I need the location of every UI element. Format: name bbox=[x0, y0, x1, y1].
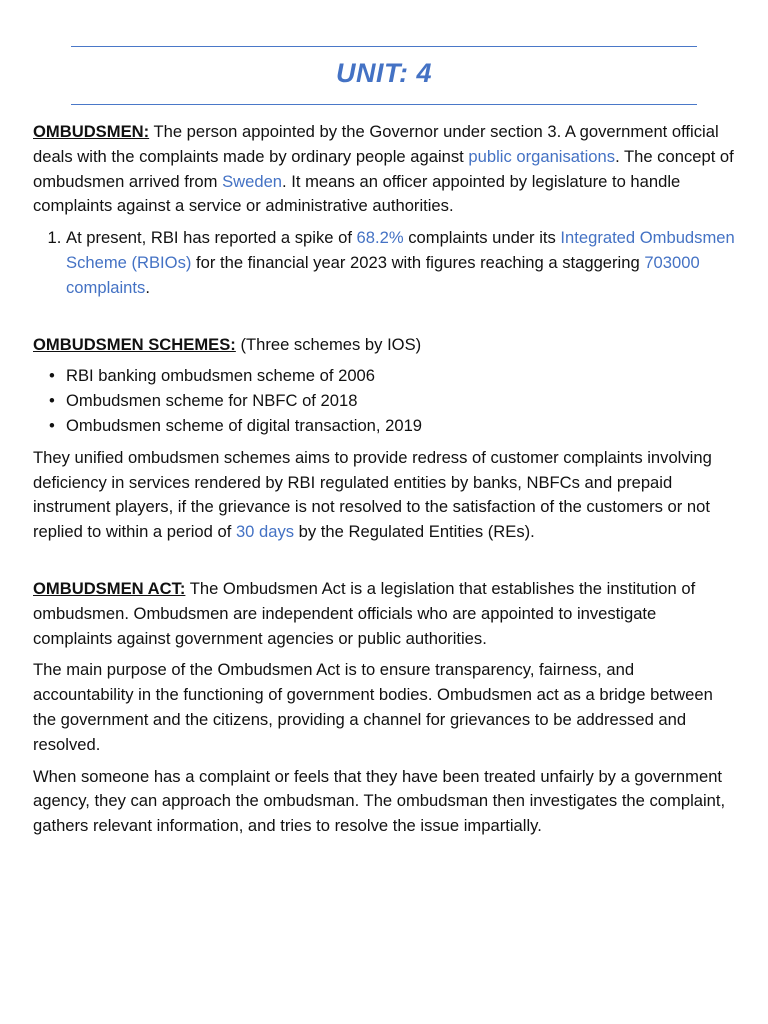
list-item-text-3: for the financial year 2023 with figures reaching a staggering bbox=[191, 252, 645, 272]
unified-text-1: They unified ombudsmen schemes aims to provide redress of customer complaints involving deficiency in services rendered by RBI regulated entities by banks, NBFCs and prepaid instrument players, if the grievance is not resolved to the satisfaction of the customers or not replied to within a period of bbox=[33, 447, 712, 542]
bullet-text: Ombudsmen scheme of digital transaction, 2019 bbox=[66, 415, 423, 435]
thirty-days-link[interactable]: 30 days bbox=[235, 522, 295, 542]
schemes-bullet-list bbox=[33, 364, 738, 438]
schemes-subtext: (Three schemes by IOS) bbox=[235, 334, 422, 354]
definition-text-1: The person appointed by the Governor under section 3. A government official deals with the complaints made by ordinary people against bbox=[33, 122, 719, 166]
list-item-text-4: . bbox=[145, 277, 150, 297]
list-item bbox=[49, 389, 738, 414]
act-intro-text: The Ombudsmen Act is a legislation that establishes the institution of ombudsmen. Ombudsmen are independent officials who are appointed to investigate complaints against government agencies or public authorities. bbox=[33, 578, 696, 648]
list-item bbox=[49, 414, 738, 439]
bullet-text: RBI banking ombudsmen scheme of 2006 bbox=[66, 366, 376, 386]
act-purpose-paragraph: The main purpose of the Ombudsmen Act is to ensure transparency, fairness, and accountability in the functioning of government bodies. Ombudsmen act as a bridge between the government and the citizens, providing a channel for grievances to be addressed and resolved. bbox=[33, 660, 713, 754]
rbi-numbered-list bbox=[33, 226, 738, 300]
rbios-link[interactable]: Integrated Ombudsmen Scheme (RBIOs) bbox=[66, 228, 735, 272]
bullet-text: Ombudsmen scheme for NBFC of 2018 bbox=[66, 391, 358, 411]
bullet-icon: • bbox=[49, 415, 55, 435]
definition-text-3: . It means an officer appointed by legislature to handle complaints against a service or administrative authorities. bbox=[33, 171, 681, 216]
page-title: UNIT: 4 bbox=[336, 58, 432, 88]
section-spacer bbox=[33, 308, 738, 333]
ombudsmen-definition-paragraph bbox=[33, 120, 738, 219]
sweden-link[interactable]: Sweden bbox=[222, 171, 283, 191]
schemes-heading: OMBUDSMEN SCHEMES: bbox=[33, 334, 236, 354]
list-item-text-2: complaints under its bbox=[403, 228, 561, 248]
ombudsmen-heading: OMBUDSMEN: bbox=[33, 122, 150, 141]
schemes-heading-paragraph bbox=[33, 333, 738, 358]
definition-text-2: . The concept of ombudsmen arrived from bbox=[33, 146, 734, 191]
title-bottom-rule bbox=[71, 104, 697, 105]
list-item-text-1: At present, RBI has reported a spike of bbox=[66, 228, 357, 248]
complaints-count-link[interactable]: 703000 complaints bbox=[66, 252, 700, 297]
public-organisations-link[interactable]: public organisations bbox=[468, 146, 616, 166]
bullet-icon: • bbox=[49, 391, 55, 411]
act-complaint-paragraph: When someone has a complaint or feels that they have been treated unfairly by a government agency, they can approach the ombudsman. The ombudsman then investigates the complaint, gathers relevant information, and tries to resolve the issue impartially. bbox=[33, 766, 726, 836]
list-item bbox=[49, 364, 738, 389]
section-spacer bbox=[33, 552, 738, 577]
unified-text-2: by the Regulated Entities (REs). bbox=[294, 522, 535, 542]
percent-link[interactable]: 68.2% bbox=[356, 228, 404, 248]
document-body bbox=[33, 120, 738, 846]
act-heading: OMBUDSMEN ACT: bbox=[33, 578, 186, 598]
act-intro-paragraph bbox=[33, 577, 738, 651]
unified-schemes-paragraph bbox=[33, 446, 738, 545]
title-top-rule bbox=[71, 46, 697, 47]
list-item bbox=[66, 226, 738, 300]
bullet-icon: • bbox=[49, 366, 55, 386]
